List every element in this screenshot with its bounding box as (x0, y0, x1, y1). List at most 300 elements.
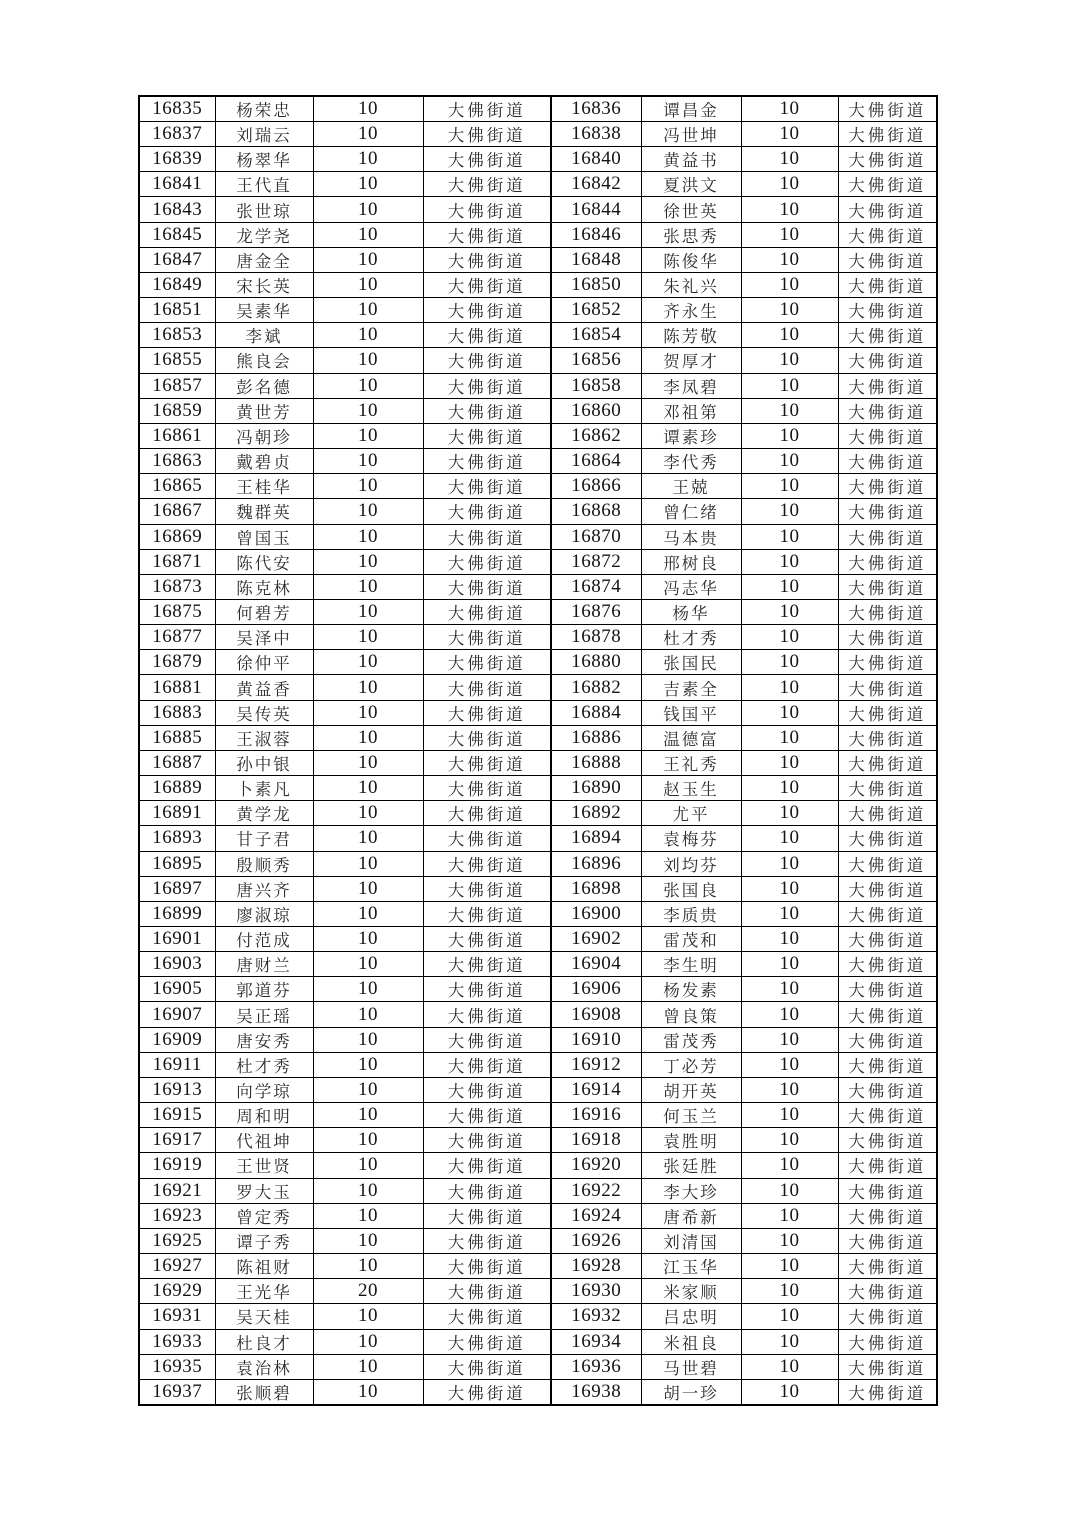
right-name-cell: 胡开英 (641, 1077, 741, 1102)
right-name-cell: 马本贵 (641, 524, 741, 549)
right-id-cell: 16916 (551, 1103, 641, 1128)
left-id-cell: 16895 (139, 851, 215, 876)
left-street-cell: 大佛街道 (423, 1178, 551, 1203)
left-street-cell: 大佛街道 (423, 1027, 551, 1052)
table-row (139, 700, 937, 725)
left-id-cell: 16921 (139, 1178, 215, 1203)
table-row (139, 499, 937, 524)
left-amount-cell: 10 (313, 1329, 423, 1354)
right-name-cell: 齐永生 (641, 298, 741, 323)
right-id-cell: 16934 (551, 1329, 641, 1354)
right-id-cell: 16856 (551, 348, 641, 373)
table-row (139, 373, 937, 398)
right-id-cell: 16848 (551, 247, 641, 272)
right-street-cell: 大佛街道 (838, 700, 937, 725)
left-street-cell: 大佛街道 (423, 776, 551, 801)
left-street-cell: 大佛街道 (423, 700, 551, 725)
left-id-cell: 16859 (139, 398, 215, 423)
left-name-cell: 唐金全 (215, 247, 313, 272)
left-street-cell: 大佛街道 (423, 373, 551, 398)
left-name-cell: 王光华 (215, 1279, 313, 1304)
right-id-cell: 16886 (551, 725, 641, 750)
left-street-cell: 大佛街道 (423, 549, 551, 574)
right-name-cell: 曾仁绪 (641, 499, 741, 524)
table-row (139, 574, 937, 599)
left-street-cell: 大佛街道 (423, 222, 551, 247)
table-row (139, 122, 937, 147)
right-street-cell: 大佛街道 (838, 298, 937, 323)
left-amount-cell: 10 (313, 826, 423, 851)
left-name-cell: 曾国玉 (215, 524, 313, 549)
left-amount-cell: 10 (313, 373, 423, 398)
left-id-cell: 16889 (139, 776, 215, 801)
left-id-cell: 16877 (139, 625, 215, 650)
right-name-cell: 张国民 (641, 650, 741, 675)
left-id-cell: 16837 (139, 122, 215, 147)
right-street-cell: 大佛街道 (838, 776, 937, 801)
left-amount-cell: 10 (313, 272, 423, 297)
right-street-cell: 大佛街道 (838, 1379, 937, 1405)
left-amount-cell: 10 (313, 398, 423, 423)
left-name-cell: 彭名德 (215, 373, 313, 398)
right-amount-cell: 10 (741, 1203, 838, 1228)
right-street-cell: 大佛街道 (838, 1052, 937, 1077)
left-name-cell: 曾定秀 (215, 1203, 313, 1228)
right-amount-cell: 10 (741, 1304, 838, 1329)
left-id-cell: 16845 (139, 222, 215, 247)
right-id-cell: 16870 (551, 524, 641, 549)
right-amount-cell: 10 (741, 272, 838, 297)
left-id-cell: 16919 (139, 1153, 215, 1178)
left-id-cell: 16933 (139, 1329, 215, 1354)
left-id-cell: 16887 (139, 750, 215, 775)
right-id-cell: 16868 (551, 499, 641, 524)
left-street-cell: 大佛街道 (423, 1329, 551, 1354)
right-street-cell: 大佛街道 (838, 927, 937, 952)
right-amount-cell: 10 (741, 1354, 838, 1379)
right-name-cell: 杜才秀 (641, 625, 741, 650)
right-name-cell: 袁胜明 (641, 1128, 741, 1153)
right-name-cell: 李凤碧 (641, 373, 741, 398)
right-street-cell: 大佛街道 (838, 222, 937, 247)
table-row (139, 298, 937, 323)
left-amount-cell: 20 (313, 1279, 423, 1304)
left-name-cell: 宋长英 (215, 272, 313, 297)
right-id-cell: 16884 (551, 700, 641, 725)
left-name-cell: 何碧芳 (215, 599, 313, 624)
right-street-cell: 大佛街道 (838, 172, 937, 197)
right-name-cell: 唐希新 (641, 1203, 741, 1228)
left-amount-cell: 10 (313, 876, 423, 901)
table-row (139, 147, 937, 172)
table-row (139, 952, 937, 977)
table-row (139, 449, 937, 474)
right-id-cell: 16864 (551, 449, 641, 474)
right-id-cell: 16898 (551, 876, 641, 901)
left-name-cell: 吴传英 (215, 700, 313, 725)
table-row (139, 826, 937, 851)
right-street-cell: 大佛街道 (838, 499, 937, 524)
right-id-cell: 16880 (551, 650, 641, 675)
left-name-cell: 陈代安 (215, 549, 313, 574)
left-id-cell: 16849 (139, 272, 215, 297)
right-name-cell: 张国良 (641, 876, 741, 901)
left-id-cell: 16915 (139, 1103, 215, 1128)
right-street-cell: 大佛街道 (838, 1304, 937, 1329)
left-street-cell: 大佛街道 (423, 901, 551, 926)
left-street-cell: 大佛街道 (423, 801, 551, 826)
table-row (139, 801, 937, 826)
right-name-cell: 张思秀 (641, 222, 741, 247)
right-street-cell: 大佛街道 (838, 122, 937, 147)
right-name-cell: 杨华 (641, 599, 741, 624)
right-street-cell: 大佛街道 (838, 474, 937, 499)
left-name-cell: 熊良会 (215, 348, 313, 373)
right-amount-cell: 10 (741, 298, 838, 323)
right-name-cell: 陈俊华 (641, 247, 741, 272)
right-name-cell: 陈芳敬 (641, 323, 741, 348)
left-street-cell: 大佛街道 (423, 625, 551, 650)
left-amount-cell: 10 (313, 1379, 423, 1405)
left-id-cell: 16917 (139, 1128, 215, 1153)
right-name-cell: 朱礼兴 (641, 272, 741, 297)
right-amount-cell: 10 (741, 499, 838, 524)
table-row (139, 247, 937, 272)
right-id-cell: 16838 (551, 122, 641, 147)
left-id-cell: 16839 (139, 147, 215, 172)
right-amount-cell: 10 (741, 574, 838, 599)
left-amount-cell: 10 (313, 750, 423, 775)
left-name-cell: 吴素华 (215, 298, 313, 323)
table-row (139, 524, 937, 549)
left-amount-cell: 10 (313, 625, 423, 650)
left-street-cell: 大佛街道 (423, 599, 551, 624)
left-name-cell: 黄学龙 (215, 801, 313, 826)
right-amount-cell: 10 (741, 1128, 838, 1153)
right-amount-cell: 10 (741, 122, 838, 147)
left-street-cell: 大佛街道 (423, 952, 551, 977)
table-row (139, 1153, 937, 1178)
left-street-cell: 大佛街道 (423, 122, 551, 147)
right-name-cell: 胡一珍 (641, 1379, 741, 1405)
left-amount-cell: 10 (313, 247, 423, 272)
right-street-cell: 大佛街道 (838, 574, 937, 599)
right-id-cell: 16896 (551, 851, 641, 876)
right-amount-cell: 10 (741, 1279, 838, 1304)
right-id-cell: 16932 (551, 1304, 641, 1329)
right-amount-cell: 10 (741, 650, 838, 675)
table-row (139, 851, 937, 876)
table-row (139, 1128, 937, 1153)
left-street-cell: 大佛街道 (423, 197, 551, 222)
left-id-cell: 16861 (139, 423, 215, 448)
right-street-cell: 大佛街道 (838, 750, 937, 775)
right-street-cell: 大佛街道 (838, 247, 937, 272)
table-row (139, 927, 937, 952)
right-id-cell: 16938 (551, 1379, 641, 1405)
table-row (139, 549, 937, 574)
right-id-cell: 16922 (551, 1178, 641, 1203)
left-street-cell: 大佛街道 (423, 574, 551, 599)
left-id-cell: 16855 (139, 348, 215, 373)
left-amount-cell: 10 (313, 1002, 423, 1027)
left-id-cell: 16841 (139, 172, 215, 197)
right-id-cell: 16894 (551, 826, 641, 851)
left-id-cell: 16931 (139, 1304, 215, 1329)
right-name-cell: 袁梅芬 (641, 826, 741, 851)
left-street-cell: 大佛街道 (423, 449, 551, 474)
left-street-cell: 大佛街道 (423, 675, 551, 700)
left-amount-cell: 10 (313, 1077, 423, 1102)
left-name-cell: 罗大玉 (215, 1178, 313, 1203)
left-amount-cell: 10 (313, 801, 423, 826)
right-amount-cell: 10 (741, 1153, 838, 1178)
left-street-cell: 大佛街道 (423, 1077, 551, 1102)
table-row (139, 1103, 937, 1128)
right-id-cell: 16912 (551, 1052, 641, 1077)
right-id-cell: 16876 (551, 599, 641, 624)
left-amount-cell: 10 (313, 1103, 423, 1128)
left-street-cell: 大佛街道 (423, 1279, 551, 1304)
left-name-cell: 杜才秀 (215, 1052, 313, 1077)
right-amount-cell: 10 (741, 776, 838, 801)
right-name-cell: 李代秀 (641, 449, 741, 474)
right-name-cell: 冯志华 (641, 574, 741, 599)
right-amount-cell: 10 (741, 801, 838, 826)
left-id-cell: 16905 (139, 977, 215, 1002)
left-street-cell: 大佛街道 (423, 348, 551, 373)
right-id-cell: 16928 (551, 1254, 641, 1279)
left-id-cell: 16925 (139, 1228, 215, 1253)
right-name-cell: 谭素珍 (641, 423, 741, 448)
left-amount-cell: 10 (313, 1228, 423, 1253)
table-row (139, 1354, 937, 1379)
roster-table-body (139, 96, 937, 1405)
left-name-cell: 张顺碧 (215, 1379, 313, 1405)
right-id-cell: 16904 (551, 952, 641, 977)
left-name-cell: 徐仲平 (215, 650, 313, 675)
left-street-cell: 大佛街道 (423, 1103, 551, 1128)
left-amount-cell: 10 (313, 675, 423, 700)
right-name-cell: 王兢 (641, 474, 741, 499)
left-street-cell: 大佛街道 (423, 977, 551, 1002)
left-amount-cell: 10 (313, 1128, 423, 1153)
right-street-cell: 大佛街道 (838, 977, 937, 1002)
right-street-cell: 大佛街道 (838, 901, 937, 926)
right-amount-cell: 10 (741, 1103, 838, 1128)
left-amount-cell: 10 (313, 851, 423, 876)
right-id-cell: 16836 (551, 96, 641, 122)
right-amount-cell: 10 (741, 373, 838, 398)
left-id-cell: 16857 (139, 373, 215, 398)
table-row (139, 423, 937, 448)
right-id-cell: 16874 (551, 574, 641, 599)
left-id-cell: 16873 (139, 574, 215, 599)
right-id-cell: 16850 (551, 272, 641, 297)
right-street-cell: 大佛街道 (838, 1153, 937, 1178)
left-amount-cell: 10 (313, 423, 423, 448)
left-id-cell: 16835 (139, 96, 215, 122)
table-row (139, 675, 937, 700)
left-name-cell: 李斌 (215, 323, 313, 348)
table-row (139, 197, 937, 222)
left-amount-cell: 10 (313, 549, 423, 574)
right-amount-cell: 10 (741, 625, 838, 650)
left-name-cell: 王世贤 (215, 1153, 313, 1178)
left-id-cell: 16893 (139, 826, 215, 851)
right-name-cell: 冯世坤 (641, 122, 741, 147)
right-amount-cell: 10 (741, 247, 838, 272)
right-id-cell: 16842 (551, 172, 641, 197)
left-name-cell: 杜良才 (215, 1329, 313, 1354)
left-name-cell: 郭道芬 (215, 977, 313, 1002)
left-id-cell: 16885 (139, 725, 215, 750)
left-name-cell: 戴碧贞 (215, 449, 313, 474)
left-id-cell: 16847 (139, 247, 215, 272)
right-street-cell: 大佛街道 (838, 599, 937, 624)
left-name-cell: 张世琼 (215, 197, 313, 222)
right-street-cell: 大佛街道 (838, 876, 937, 901)
right-id-cell: 16854 (551, 323, 641, 348)
right-name-cell: 刘均芬 (641, 851, 741, 876)
right-street-cell: 大佛街道 (838, 1279, 937, 1304)
left-street-cell: 大佛街道 (423, 826, 551, 851)
table-row (139, 272, 937, 297)
table-row (139, 1178, 937, 1203)
right-amount-cell: 10 (741, 474, 838, 499)
left-id-cell: 16871 (139, 549, 215, 574)
left-street-cell: 大佛街道 (423, 247, 551, 272)
right-amount-cell: 10 (741, 197, 838, 222)
left-street-cell: 大佛街道 (423, 96, 551, 122)
right-name-cell: 徐世英 (641, 197, 741, 222)
table-row (139, 1002, 937, 1027)
left-street-cell: 大佛街道 (423, 323, 551, 348)
right-name-cell: 黄益书 (641, 147, 741, 172)
right-street-cell: 大佛街道 (838, 348, 937, 373)
left-name-cell: 吴天桂 (215, 1304, 313, 1329)
left-id-cell: 16903 (139, 952, 215, 977)
table-row (139, 323, 937, 348)
right-amount-cell: 10 (741, 524, 838, 549)
left-id-cell: 16935 (139, 1354, 215, 1379)
left-amount-cell: 10 (313, 1254, 423, 1279)
right-street-cell: 大佛街道 (838, 650, 937, 675)
right-street-cell: 大佛街道 (838, 323, 937, 348)
left-amount-cell: 10 (313, 977, 423, 1002)
right-name-cell: 邢树良 (641, 549, 741, 574)
left-amount-cell: 10 (313, 197, 423, 222)
right-name-cell: 谭昌金 (641, 96, 741, 122)
left-amount-cell: 10 (313, 499, 423, 524)
right-amount-cell: 10 (741, 172, 838, 197)
right-name-cell: 钱国平 (641, 700, 741, 725)
left-street-cell: 大佛街道 (423, 147, 551, 172)
left-street-cell: 大佛街道 (423, 272, 551, 297)
right-name-cell: 马世碧 (641, 1354, 741, 1379)
right-amount-cell: 10 (741, 323, 838, 348)
right-amount-cell: 10 (741, 348, 838, 373)
right-id-cell: 16918 (551, 1128, 641, 1153)
table-row (139, 901, 937, 926)
left-name-cell: 龙学尧 (215, 222, 313, 247)
right-street-cell: 大佛街道 (838, 1027, 937, 1052)
left-street-cell: 大佛街道 (423, 1254, 551, 1279)
left-name-cell: 王淑蓉 (215, 725, 313, 750)
right-amount-cell: 10 (741, 1077, 838, 1102)
left-id-cell: 16875 (139, 599, 215, 624)
right-amount-cell: 10 (741, 675, 838, 700)
right-id-cell: 16888 (551, 750, 641, 775)
right-id-cell: 16844 (551, 197, 641, 222)
left-amount-cell: 10 (313, 1354, 423, 1379)
left-id-cell: 16929 (139, 1279, 215, 1304)
left-name-cell: 吴正瑶 (215, 1002, 313, 1027)
left-name-cell: 廖淑琼 (215, 901, 313, 926)
left-name-cell: 向学琼 (215, 1077, 313, 1102)
left-id-cell: 16881 (139, 675, 215, 700)
right-street-cell: 大佛街道 (838, 1354, 937, 1379)
right-street-cell: 大佛街道 (838, 423, 937, 448)
right-street-cell: 大佛街道 (838, 675, 937, 700)
left-amount-cell: 10 (313, 222, 423, 247)
table-row (139, 474, 937, 499)
right-name-cell: 温德富 (641, 725, 741, 750)
right-amount-cell: 10 (741, 1002, 838, 1027)
right-street-cell: 大佛街道 (838, 272, 937, 297)
right-name-cell: 丁必芳 (641, 1052, 741, 1077)
right-id-cell: 16910 (551, 1027, 641, 1052)
left-name-cell: 付范成 (215, 927, 313, 952)
right-id-cell: 16936 (551, 1354, 641, 1379)
left-id-cell: 16909 (139, 1027, 215, 1052)
left-name-cell: 唐安秀 (215, 1027, 313, 1052)
left-amount-cell: 10 (313, 1153, 423, 1178)
left-name-cell: 袁治林 (215, 1354, 313, 1379)
right-name-cell: 李生明 (641, 952, 741, 977)
right-amount-cell: 10 (741, 725, 838, 750)
left-street-cell: 大佛街道 (423, 1153, 551, 1178)
left-name-cell: 吴泽中 (215, 625, 313, 650)
right-id-cell: 16892 (551, 801, 641, 826)
left-street-cell: 大佛街道 (423, 851, 551, 876)
left-amount-cell: 10 (313, 901, 423, 926)
left-amount-cell: 10 (313, 574, 423, 599)
right-amount-cell: 10 (741, 700, 838, 725)
left-amount-cell: 10 (313, 1203, 423, 1228)
right-street-cell: 大佛街道 (838, 1178, 937, 1203)
right-name-cell: 吕忠明 (641, 1304, 741, 1329)
right-name-cell: 王礼秀 (641, 750, 741, 775)
right-name-cell: 贺厚才 (641, 348, 741, 373)
table-row (139, 1052, 937, 1077)
left-street-cell: 大佛街道 (423, 474, 551, 499)
right-id-cell: 16908 (551, 1002, 641, 1027)
left-street-cell: 大佛街道 (423, 499, 551, 524)
table-row (139, 1279, 937, 1304)
left-street-cell: 大佛街道 (423, 1379, 551, 1405)
right-name-cell: 米祖良 (641, 1329, 741, 1354)
left-street-cell: 大佛街道 (423, 398, 551, 423)
left-street-cell: 大佛街道 (423, 298, 551, 323)
right-name-cell: 杨发素 (641, 977, 741, 1002)
right-name-cell: 邓祖第 (641, 398, 741, 423)
left-amount-cell: 10 (313, 449, 423, 474)
table-row (139, 750, 937, 775)
left-amount-cell: 10 (313, 1178, 423, 1203)
right-street-cell: 大佛街道 (838, 625, 937, 650)
right-name-cell: 夏洪文 (641, 172, 741, 197)
